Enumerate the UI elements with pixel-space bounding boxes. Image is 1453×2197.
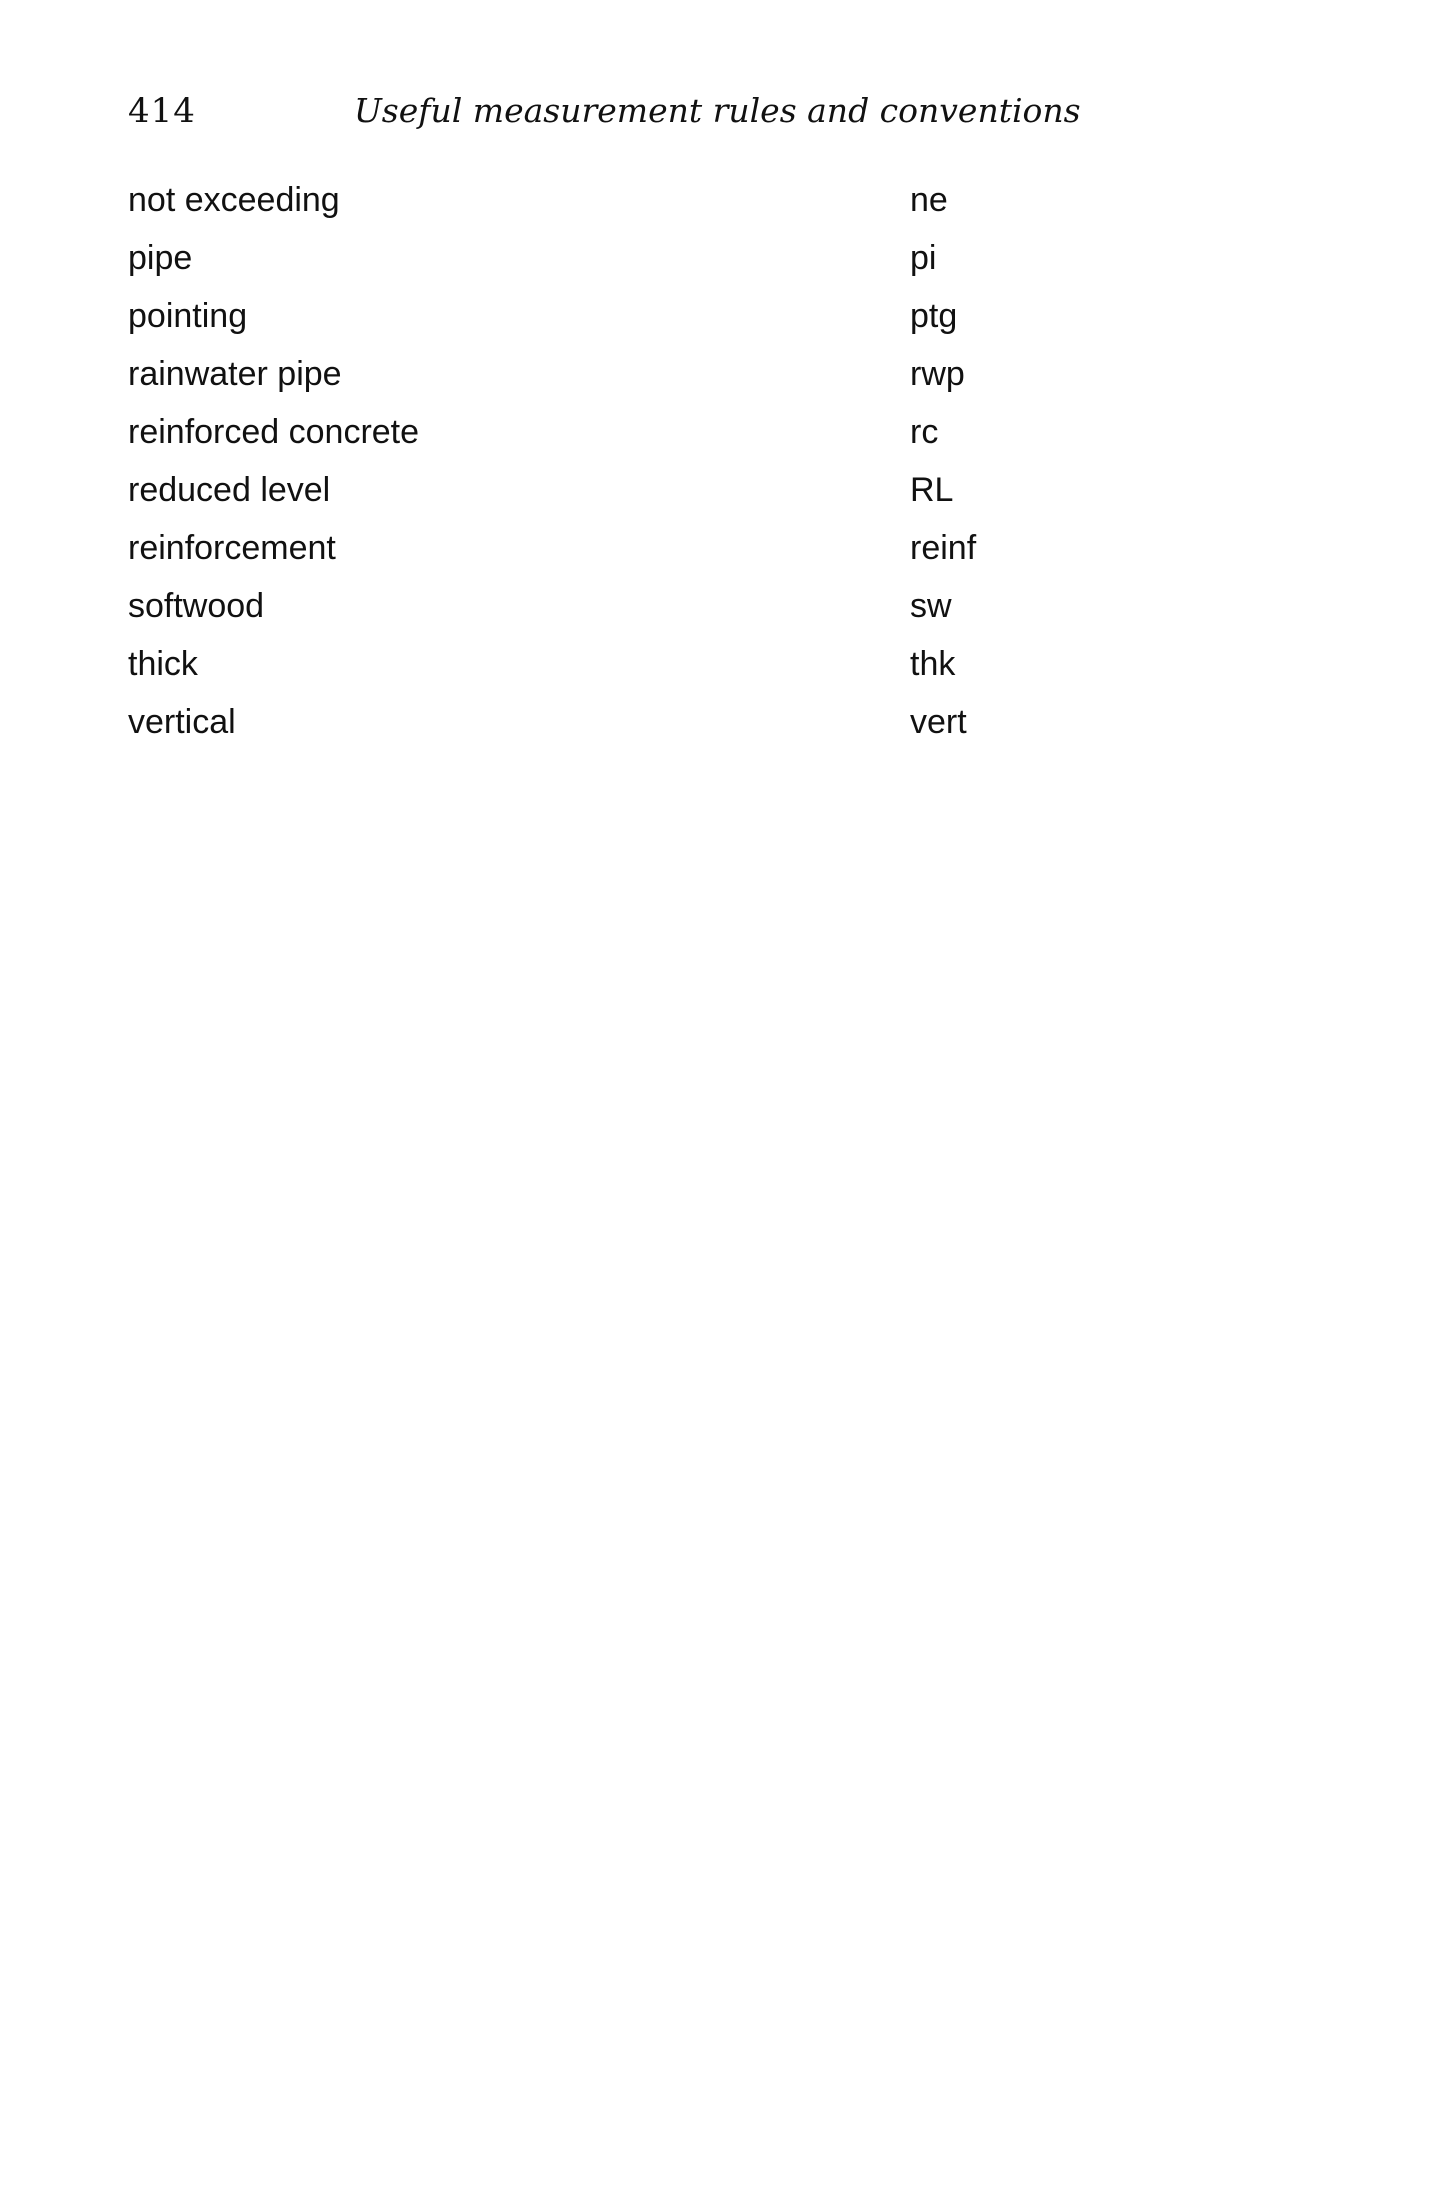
abbreviation-term: reduced level bbox=[128, 471, 331, 509]
abbreviation-short: pi bbox=[910, 239, 937, 277]
abbreviation-term: vertical bbox=[128, 703, 236, 741]
abbreviation-row bbox=[128, 464, 1228, 522]
abbreviation-short: vert bbox=[910, 703, 967, 741]
abbreviation-term: not exceeding bbox=[128, 181, 340, 219]
abbreviation-short: ne bbox=[910, 181, 948, 219]
abbreviation-term: pipe bbox=[128, 239, 193, 277]
abbreviation-short: RL bbox=[910, 471, 954, 509]
abbreviation-row bbox=[128, 174, 1228, 232]
abbreviation-term: reinforcement bbox=[128, 529, 336, 567]
abbreviation-term: reinforced concrete bbox=[128, 413, 420, 451]
abbreviation-row bbox=[128, 580, 1228, 638]
abbreviation-row bbox=[128, 406, 1228, 464]
abbreviation-short: rc bbox=[910, 413, 939, 451]
abbreviation-short: sw bbox=[910, 587, 952, 625]
running-title: Useful measurement rules and conventions bbox=[354, 91, 1081, 130]
abbreviation-row bbox=[128, 232, 1228, 290]
abbreviation-row bbox=[128, 348, 1228, 406]
abbreviation-row bbox=[128, 522, 1228, 580]
abbreviation-list bbox=[128, 174, 1228, 754]
abbreviation-term: rainwater pipe bbox=[128, 355, 342, 393]
abbreviation-term: softwood bbox=[128, 587, 265, 625]
abbreviation-term: thick bbox=[128, 645, 198, 683]
page-number: 414 bbox=[128, 91, 196, 131]
abbreviation-term: pointing bbox=[128, 297, 248, 335]
abbreviation-short: reinf bbox=[910, 529, 977, 567]
abbreviation-row bbox=[128, 290, 1228, 348]
abbreviation-row bbox=[128, 638, 1228, 696]
abbreviation-short: thk bbox=[910, 645, 956, 683]
abbreviation-row bbox=[128, 696, 1228, 754]
abbreviation-short: ptg bbox=[910, 297, 958, 335]
abbreviation-short: rwp bbox=[910, 355, 965, 393]
running-head bbox=[128, 88, 1328, 138]
